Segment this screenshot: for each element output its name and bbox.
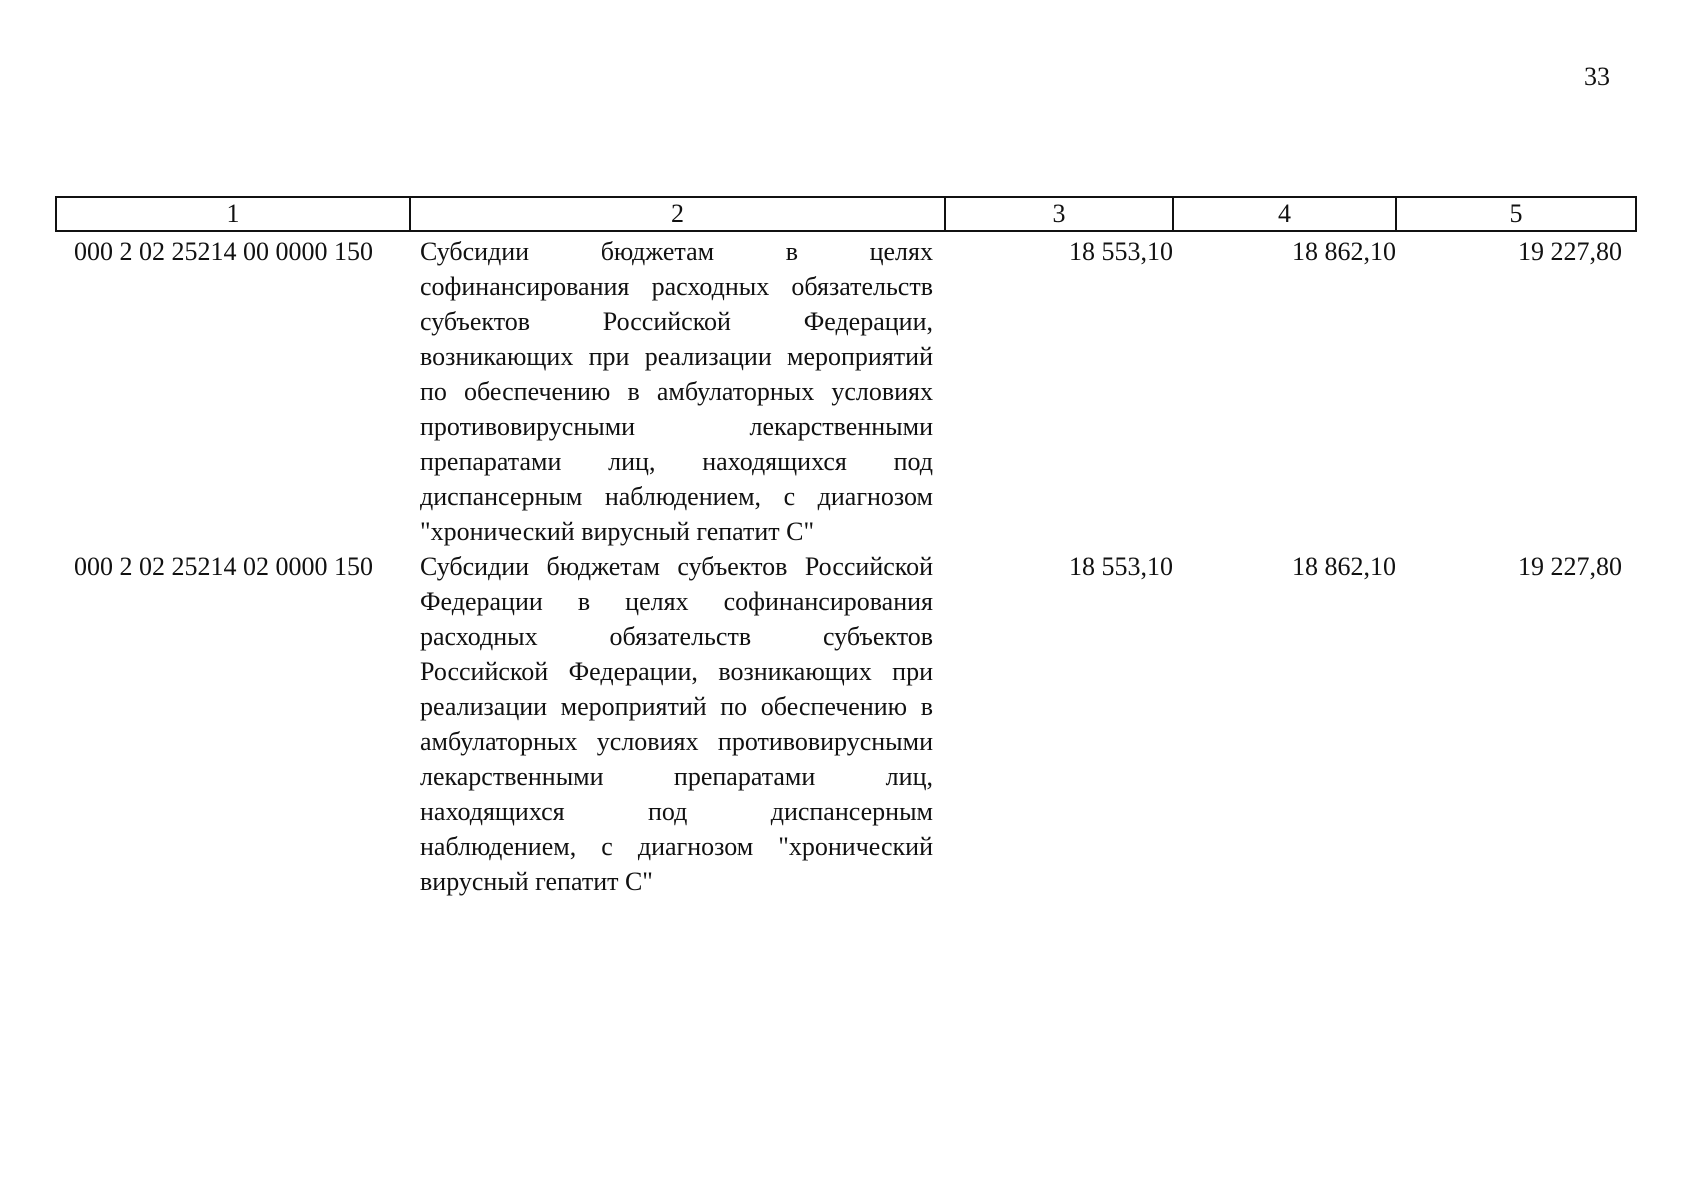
budget-code: 000 2 02 25214 02 0000 150 <box>74 552 373 581</box>
row-description: Субсидии бюджетам субъектов Российской Федерации в целях софинансирования расходных обязательств субъектов Российской Федерации, возникающих при реализации мероприятий по обеспечению в амбулаторных условиях противовирусными лекарственными препаратами лиц, находящихся под диспансерным наблюдением, с диагнозом "хронический вирусный гепатит С" <box>420 552 933 896</box>
amount-col-5: 19 227,80 <box>1518 237 1622 266</box>
budget-table <box>55 196 1637 899</box>
amount-col-4: 18 862,10 <box>1292 552 1396 581</box>
column-header-3: 3 <box>945 197 1173 231</box>
column-header-1: 1 <box>56 197 410 231</box>
table-header <box>56 197 1636 231</box>
budget-code: 000 2 02 25214 00 0000 150 <box>74 237 373 266</box>
column-header-5: 5 <box>1396 197 1636 231</box>
amount-col-5: 19 227,80 <box>1518 552 1622 581</box>
page-number: 33 <box>1584 62 1610 91</box>
amount-col-3: 18 553,10 <box>1069 552 1173 581</box>
amount-col-3: 18 553,10 <box>1069 237 1173 266</box>
column-header-2: 2 <box>410 197 945 231</box>
table-row <box>56 231 1636 549</box>
header-row <box>56 197 1636 231</box>
amount-col-4: 18 862,10 <box>1292 237 1396 266</box>
table-row <box>56 549 1636 899</box>
column-header-4: 4 <box>1173 197 1396 231</box>
row-description: Субсидии бюджетам в целях софинансирования расходных обязательств субъектов Российской Федерации, возникающих при реализации мероприятий по обеспечению в амбулаторных условиях противовирусными лекарственными препаратами лиц, находящихся под диспансерным наблюдением, с диагнозом "хронический вирусный гепатит С" <box>420 237 933 546</box>
table-body <box>56 231 1636 899</box>
